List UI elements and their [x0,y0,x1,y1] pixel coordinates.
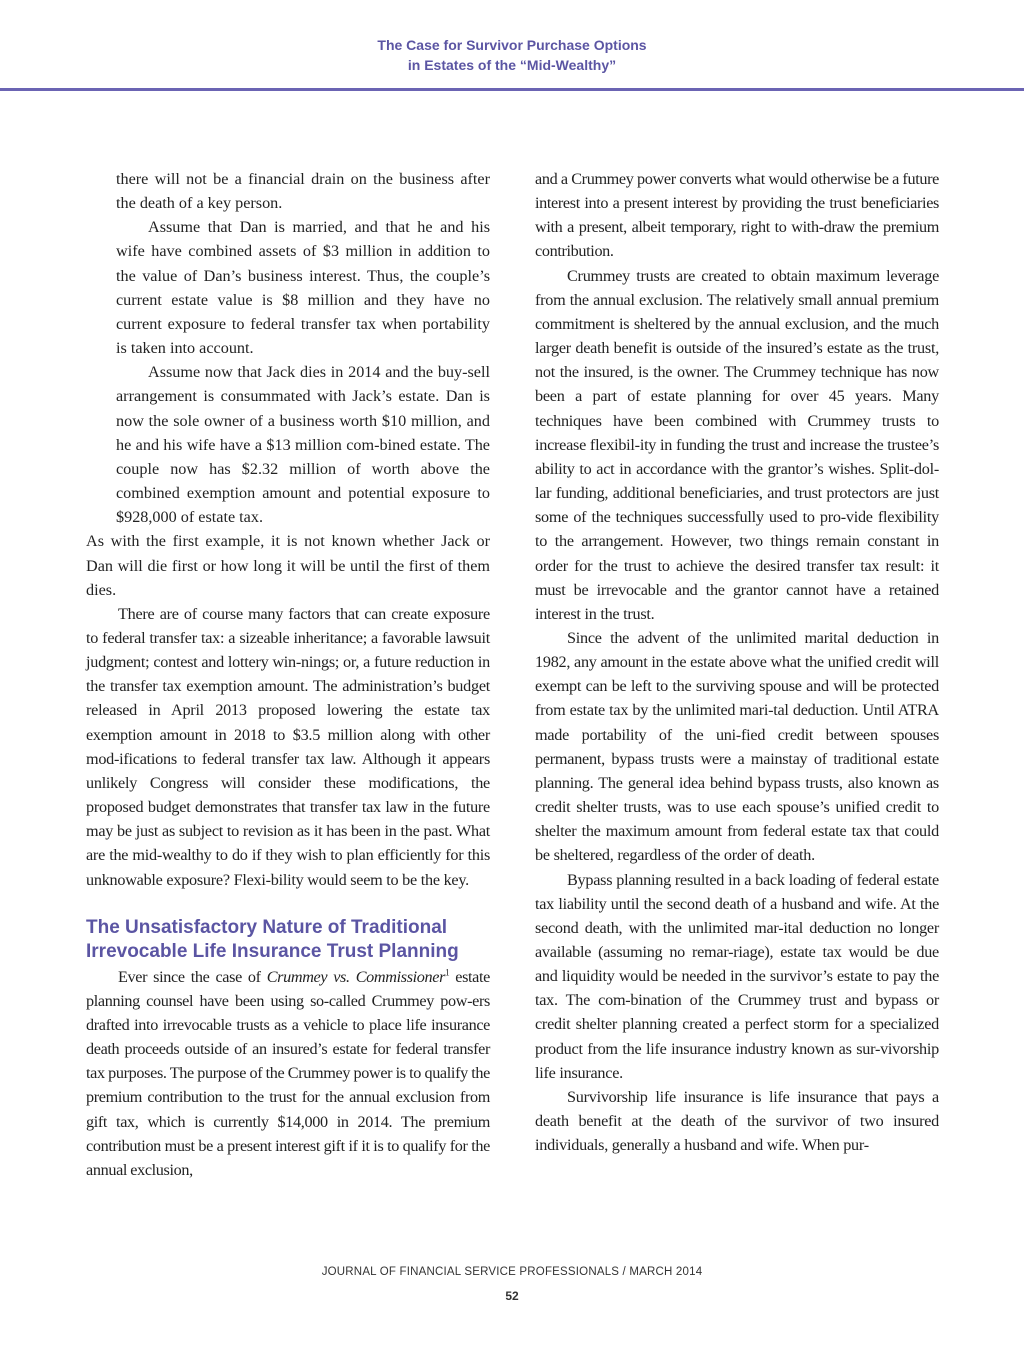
paragraph: Assume that Dan is married, and that he and his wife have combined assets of $3 million in addition to the value of Dan’s business interest. Thus, the couple’s current estate value is $8 million and they have no current exposure to federal transfer tax when portability is taken into account. [116,218,490,358]
paragraph: There are of course many factors that can create exposure to federal transfer tax: a sizeable inheritance; a favorable lawsuit judgment; contest and lottery win-nings; or, a future reduction in the transfer tax exemption amount. The administration’s budget released in April 2013 proposed lowering the estate tax exemption amount in 2018 to $3.5 million along with other mod-ifications to federal transfer tax law. Although it appears unlikely Congress will consider these modifications, the proposed budget demonstrates that transfer tax law in the future may be just as subject to revision as it has been in the past. What are the mid-wealthy to do if they wish to plan efficiently for this unknowable exposure? Flexi-bility would seem to be the key. [86,604,490,889]
footer-journal-title: JOURNAL OF FINANCIAL SERVICE PROFESSIONALS / MARCH 2014 [321,1266,703,1278]
paragraph: As with the first example, it is not known whether Jack or Dan will die first or how long it will be until the first of them dies. [86,532,490,599]
running-header-line-1: The Case for Survivor Purchase Options [377,37,647,53]
left-column [86,167,490,1182]
paragraph: Assume now that Jack dies in 2014 and the buy-sell arrangement is consummated with Jack’s estate. Dan is now the sole owner of a business worth $10 million, and he and his wife have a $13 million com-bined estate. The couple now has $2.32 million of worth above the combined exemption amount and potential exposure to $928,000 of estate tax. [116,363,490,527]
paragraph: Since the advent of the unlimited marital deduction in 1982, any amount in the estate above what the unified credit will exempt can be left to the surviving spouse and will be protected from estate tax by the unlimited mari-tal deduction. Until ATRA made portability of the uni-fied credit between spouses permanent, bypass trusts were a mainstay of traditional estate planning. The general idea behind bypass trusts, also known as credit shelter trusts, was to use each spouse’s unified credit to shelter the maximum amount from federal estate tax that could be sheltered, regardless of the order of death. [535,628,939,865]
paragraph: and a Crummey power converts what would otherwise be a future interest into a present interest by providing the trust beneficiaries with a present, albeit temporary, right to with-draw the premium contribution. [535,170,939,261]
footnote-marker[interactable]: 1 [445,967,450,978]
page-number: 52 [505,1289,519,1303]
right-column [535,167,939,1157]
section-heading: The Unsatisfactory Nature of Traditional Irrevocable Life Insurance Trust Planning [86,916,459,963]
paragraph [86,965,490,1182]
paragraph: there will not be a financial drain on the business after the death of a key person. [116,170,490,213]
header-rule [0,88,1024,91]
paragraph: Bypass planning resulted in a back loading of federal estate tax liability until the second death of a husband and wife. At the second death, with the unlimited mar-ital deduction no longer available (assuming no remar-riage), estate tax would be due and liquidity would be needed in the survivor’s estate to pay the tax. The com-bination of the Crummey trust and bypass or credit shelter planning created a perfect storm for a specialized product from the life insurance industry known as sur-vivorship life insurance. [535,870,939,1082]
case-citation: Crummey vs. Commissioner [266,967,446,986]
running-header [0,35,1024,75]
paragraph: Crummey trusts are created to obtain maximum leverage from the annual exclusion. The relatively small annual premium commitment is sheltered by the annual exclusion, and the much larger death benefit is outside of the insured’s estate as the trust, not the insured, is the owner. The Crummey technique has now been a part of estate planning for over 45 years. Many techniques have been combined with Crummey trusts to increase flexibil-ity in funding the trust and increase the trustee’s ability to act in accordance with the grantor’s wishes. Split-dol-lar funding, additional beneficiaries, and trust protectors are just some of the techniques successfully used to pro-vide flexibility to the arrangement. However, two things remain constant in order for the trust to achieve the desired transfer tax result: it must be irrevocable and the grantor cannot have a retained interest in the trust. [535,266,939,623]
paragraph: Survivorship life insurance is life insurance that pays a death benefit at the death of the survivor of two insured individuals, generally a husband and wife. When pur- [535,1087,939,1155]
paragraph-text: estate planning counsel have been using so-called Crummey pow-ers drafted into irrevocable trusts as a vehicle to place life insurance death proceeds outside of an insured’s estate for federal transfer tax purposes. The purpose of the Crummey power is to qualify the premium contribution to the trust for the annual exclusion from gift tax, which is currently $14,000 in 2014. The premium contribution must be a present interest gift if it is to qualify for the annual exclusion, [86,967,490,1179]
paragraph-text: Ever since the case of [118,967,267,986]
running-header-line-2: in Estates of the “Mid-Wealthy” [407,57,617,73]
